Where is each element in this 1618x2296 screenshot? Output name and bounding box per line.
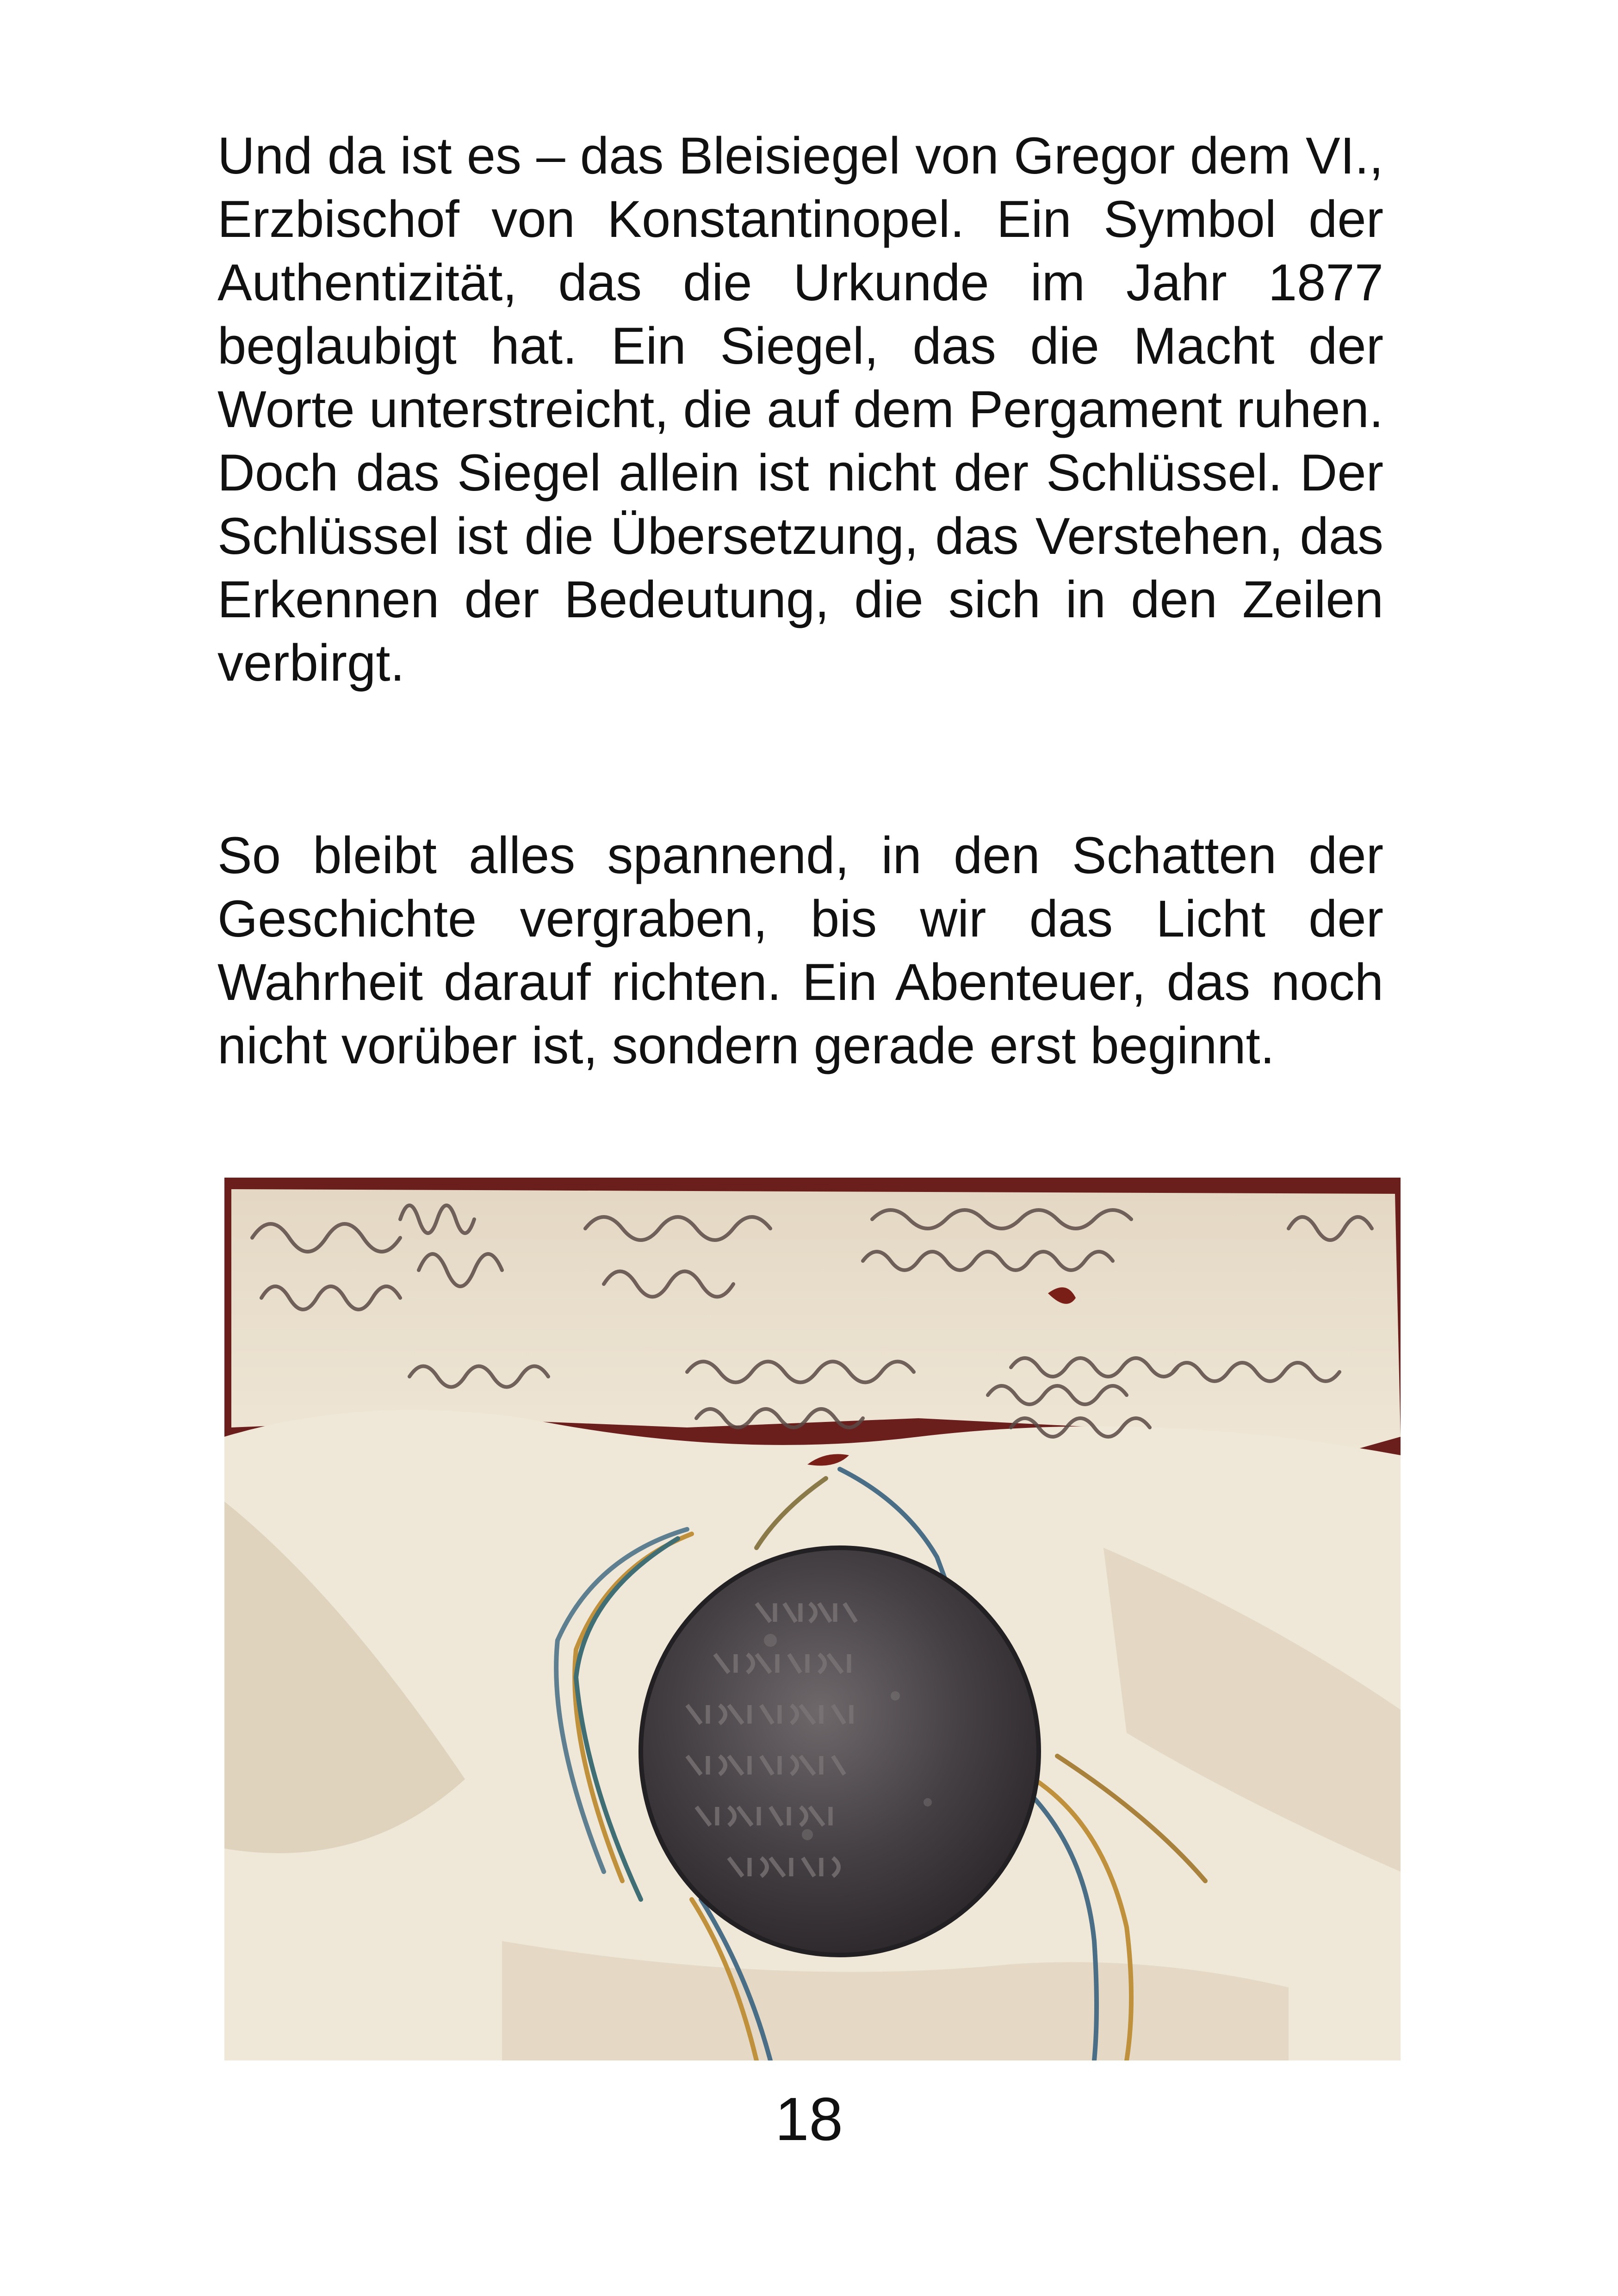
paragraph-adventure: So bleibt alles spannend, in den Schatten der Geschichte vergraben, bis wir das Licht der Wahrheit darauf richten. Ein Abenteuer, das noch nicht vorüber ist, sondern gerade erst beginnt. [217, 826, 1383, 1074]
seal-photo [224, 1178, 1401, 2060]
paragraph-seal-description: Und da ist es – das Bleisiegel von Gregor dem VI., Erzbischof von Konstantinopel. Ein Symbol der Authentizität, das die Urkunde im Jahr 1877 beglaubigt hat. Ein Siegel, das die Macht der Worte unterstreicht, die auf dem Pergament ruhen. Doch das Siegel allein ist nicht der Schlüssel. Der Schlüssel ist die Übersetzung, das Verstehen, das Erkennen der Bedeutung, die sich in den Zeilen verbirgt. [217, 127, 1383, 692]
page-number: 18 [775, 2085, 843, 2153]
